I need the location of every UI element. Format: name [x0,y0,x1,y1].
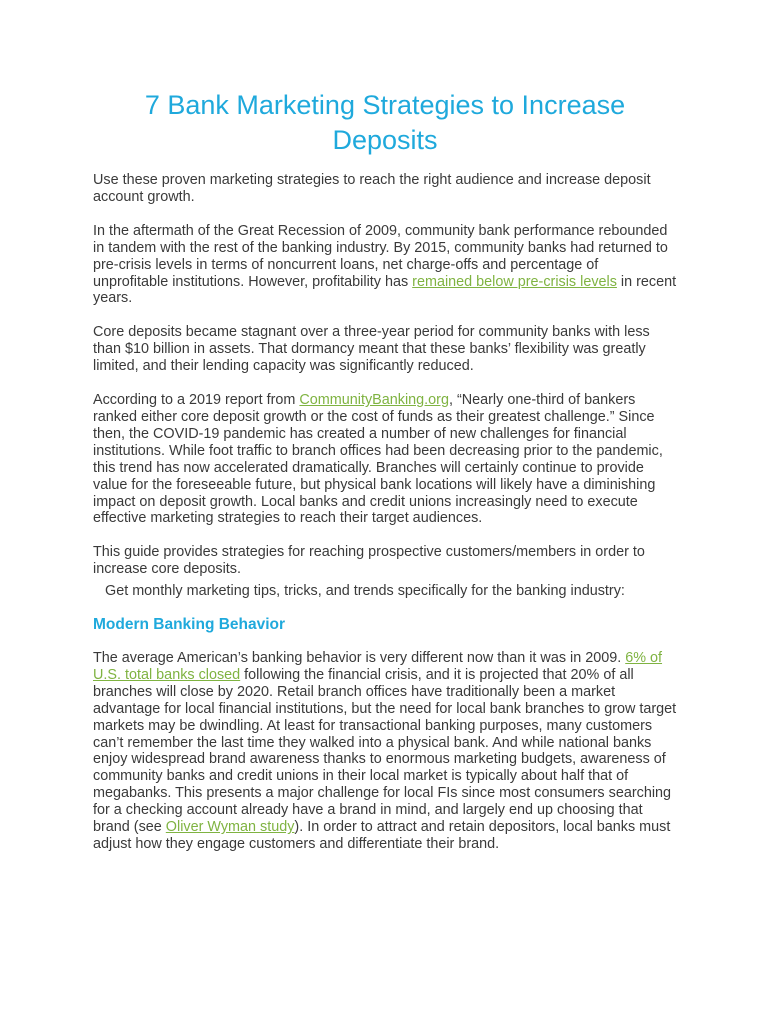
recession-paragraph [93,223,677,308]
recession-text: In the aftermath of the Great Recession of 2009, community bank performance rebounded in tandem with the rest of the banking industry. By 2015, community banks had returned to pre-crisis levels in terms of noncurrent loans, net charge-offs and percentage of unprofitable institutions. However, profitability has [93,222,668,290]
report-text-end: , “Nearly one-third of bankers ranked either core deposit growth or the cost of funds as their greatest challenge.” Since then, the COVID-19 pandemic has created a number of new challenges for financial institutions. While foot traffic to branch offices had been decreasing prior to the pandemic, this trend has now accelerated dramatically. Branches will certainly continue to provide value for the foreseeable future, but physical bank locations will likely have a diminishing impact on deposit growth. Local banks and credit unions increasingly need to execute effective marketing strategies to reach their target audiences. [93,392,663,527]
recession-text-end: in recent years. [93,273,677,307]
banks-closed-link[interactable]: 6% of U.S. total banks closed [93,650,663,683]
oliver-wyman-link[interactable]: Oliver Wyman study [165,819,295,836]
behavior-text-middle: following the financial crisis, and it is projected that 20% of all branches will close by 2020. Retail branch offices have traditionally been a market advantage for local financial institutions, but the need for local bank branches to grow target markets may be dwindling. At least for transactional banking purposes, many customers can’t remember the last time they walked into a physical bank. And while national banks enjoy widespread brand awareness thanks to enormous marketing budgets, awareness of community banks and credit unions in their local market is typically about half that of megabanks. This presents a major challenge for local FIs since most consumers searching for a checking account already have a brand in mind, and largely end up choosing that brand (see [93,666,677,836]
report-paragraph [93,392,677,527]
section-heading: Modern Banking Behavior [93,616,286,634]
guide-paragraph: This guide provides strategies for reaching prospective customers/members in order to increase core deposits. [93,544,645,578]
article [93,88,677,853]
core-deposits-paragraph: Core deposits became stagnant over a three-year period for community banks with less than $10 billion in assets. That dormancy meant that these banks’ flexibility was greatly limited, and their lending capacity was significantly reduced. [93,324,650,375]
intro-paragraph: Use these proven marketing strategies to reach the right audience and increase deposit account growth. [93,172,651,205]
report-text: According to a 2019 report from [93,392,300,409]
newsletter-prompt: Get monthly marketing tips, tricks, and trends specifically for the banking industry: [105,583,625,600]
banking-behavior-paragraph [93,650,677,853]
behavior-text-end: ). In order to attract and retain depositors, local banks must adjust how they engage customers and differentiate their brand. [93,819,671,852]
page-title: 7 Bank Marketing Strategies to Increase Deposits [144,90,626,155]
pre-crisis-levels-link[interactable]: remained below pre-crisis levels [412,273,617,290]
communitybanking-link[interactable]: CommunityBanking.org [299,392,449,409]
behavior-text: The average American’s banking behavior is very different now than it was in 2009. [93,650,626,667]
